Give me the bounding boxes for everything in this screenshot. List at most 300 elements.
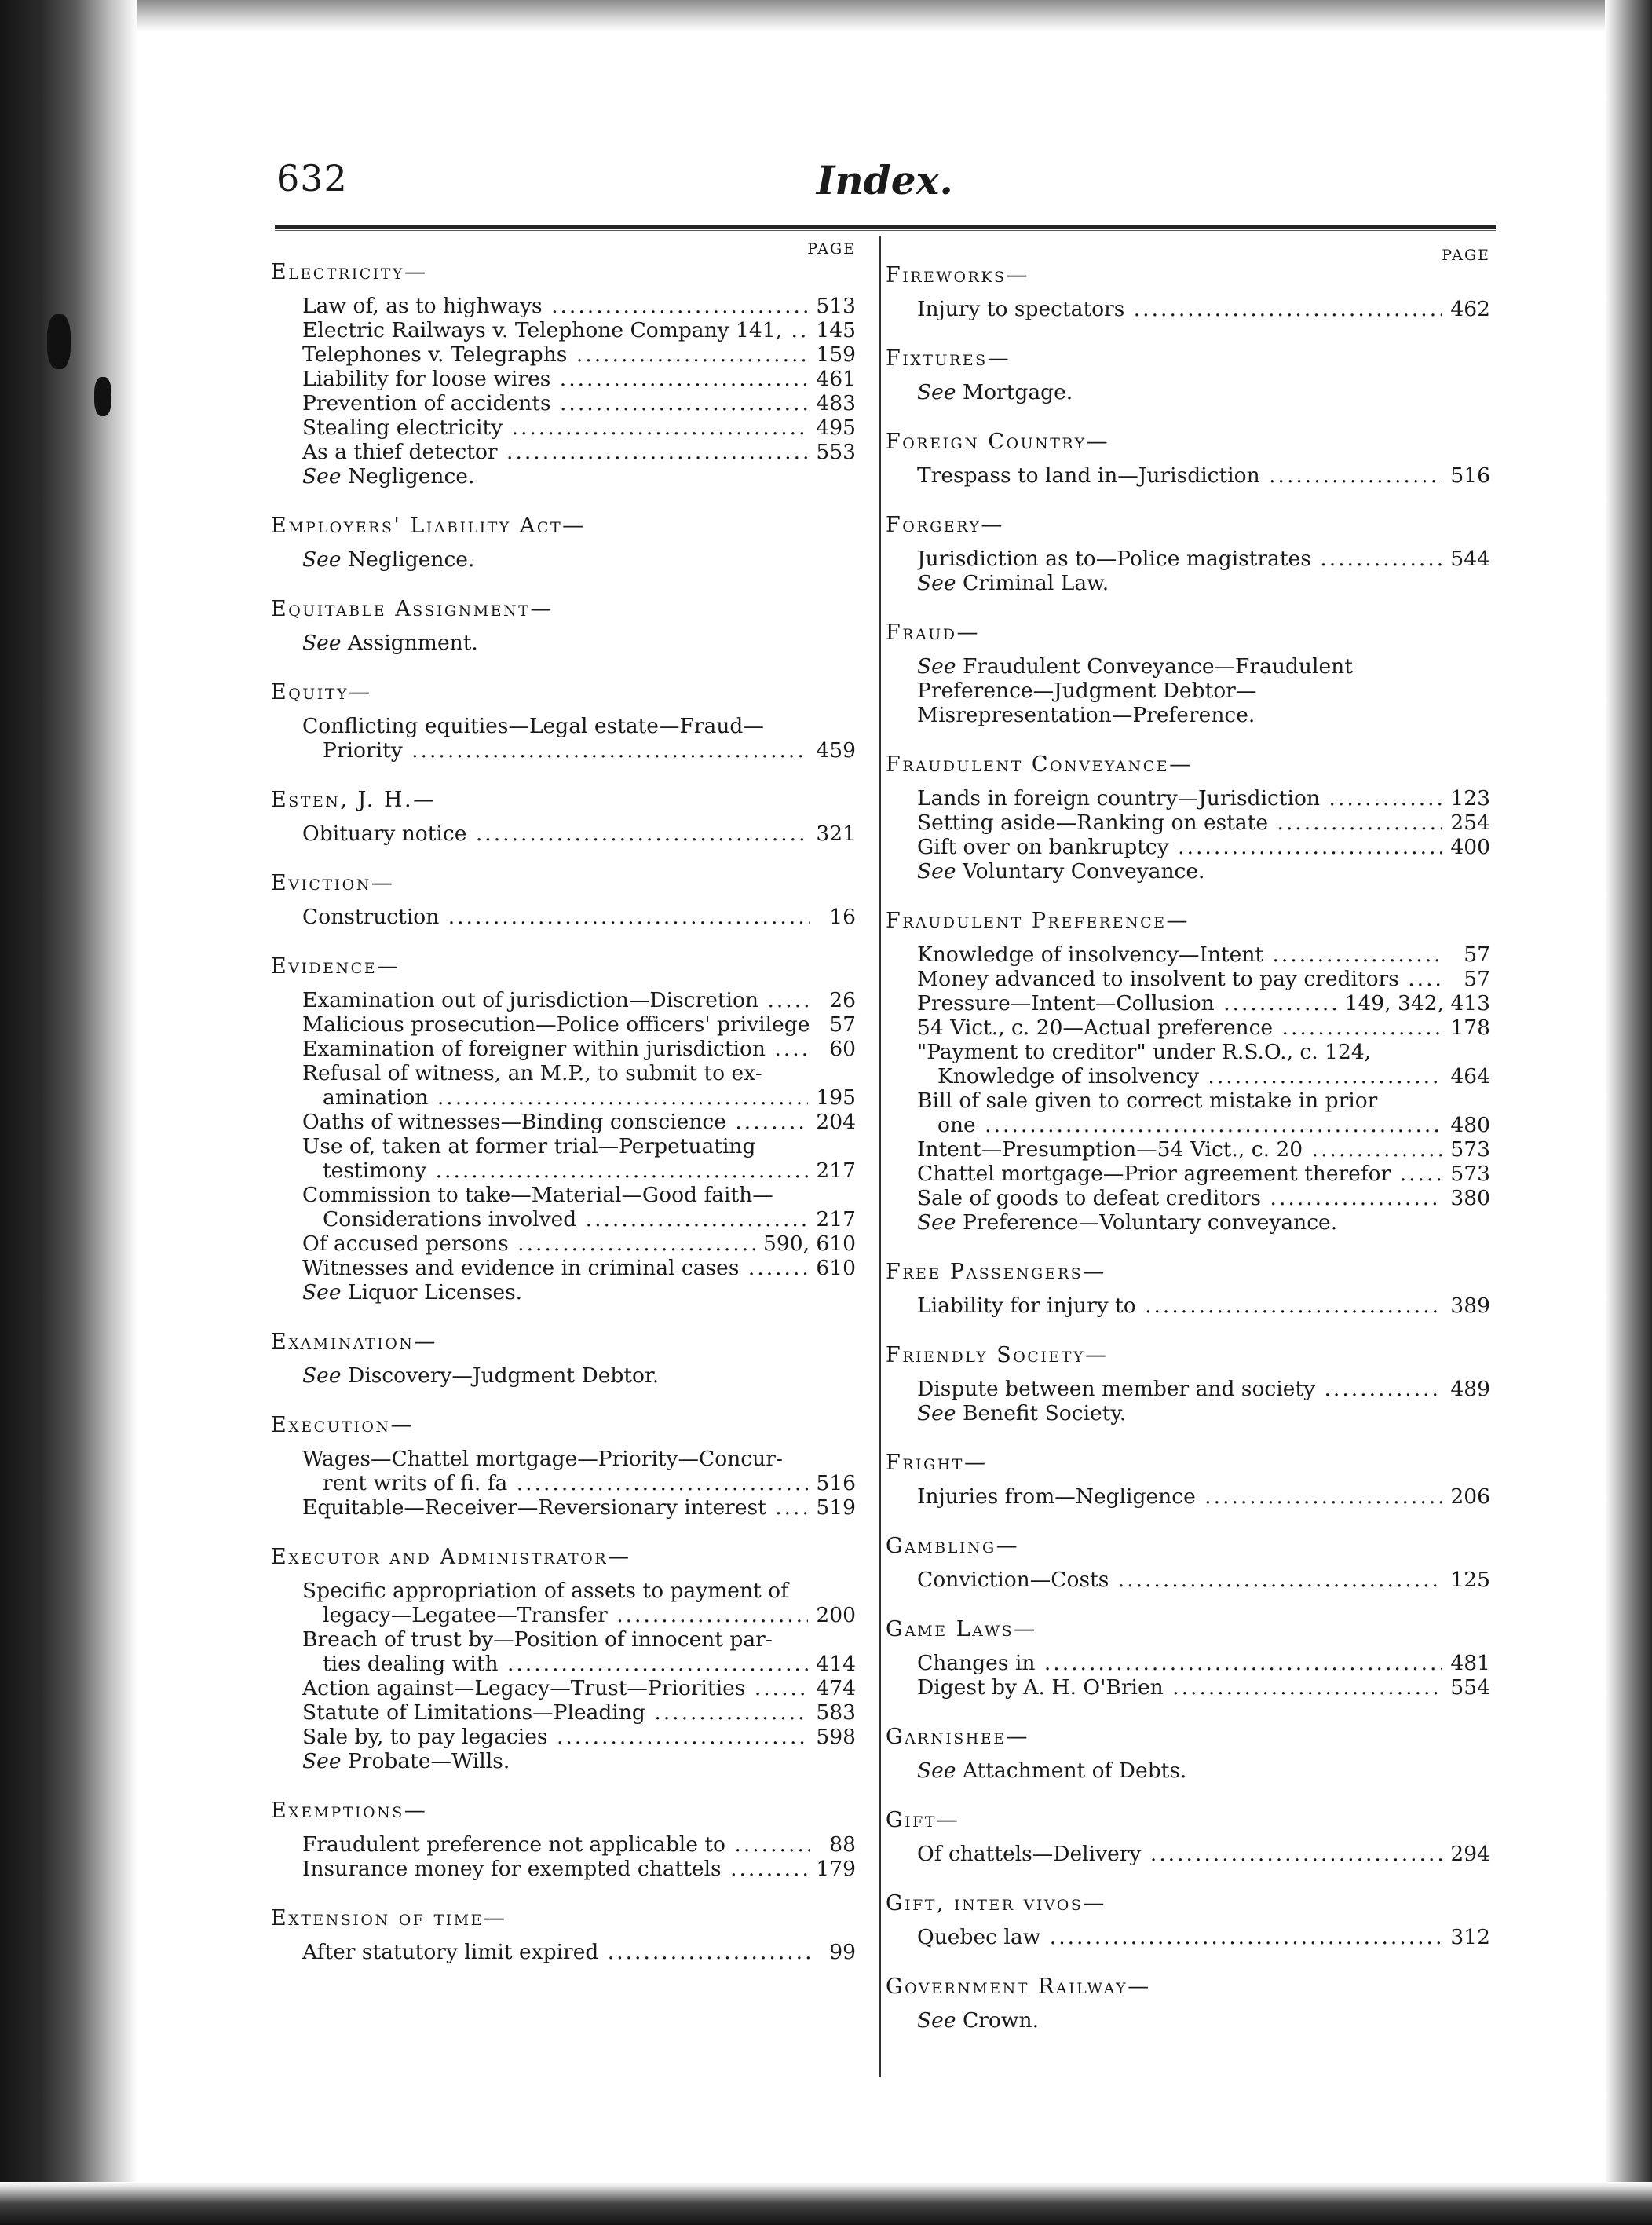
entry-text: Injuries from—Negligence ..... bbox=[917, 1484, 1442, 1509]
index-entry bbox=[917, 1925, 1490, 1949]
see-reference bbox=[917, 380, 1490, 404]
scan-shadow-right bbox=[1605, 0, 1652, 2225]
index-entry bbox=[917, 1064, 1490, 1089]
entry-text-continued: rent writs of fi. fa ..... bbox=[302, 1471, 808, 1495]
entry-page: 553 bbox=[816, 440, 856, 464]
index-section bbox=[271, 596, 856, 655]
entry-page: 414 bbox=[816, 1652, 856, 1676]
see-target: Fraudulent Conveyance—Fraudulent Preference—Judgment Debtor—Misrepresentation—Preference. bbox=[917, 654, 1353, 727]
index-section bbox=[886, 1807, 1490, 1866]
entry-text: Witnesses and evidence in criminal cases ..... bbox=[302, 1256, 808, 1280]
index-entry bbox=[917, 297, 1490, 321]
index-entry bbox=[917, 1484, 1490, 1509]
section-entries bbox=[886, 380, 1490, 404]
see-word: See bbox=[917, 1210, 956, 1235]
entry-text-line: Use of, taken at former trial—Perpetuating bbox=[302, 1134, 756, 1158]
index-section bbox=[271, 1412, 856, 1520]
index-entry bbox=[917, 547, 1490, 571]
section-heading: Gambling— bbox=[886, 1534, 1020, 1558]
index-section bbox=[271, 1905, 856, 1964]
entry-page: 204 bbox=[816, 1110, 856, 1134]
see-target: Negligence. bbox=[347, 464, 475, 489]
section-heading: Fraudulent Preference— bbox=[886, 909, 1190, 933]
section-heading: Gift— bbox=[886, 1808, 960, 1832]
entry-text: Insurance money for exempted chattels ..... bbox=[302, 1857, 808, 1881]
entry-text: Injury to spectators ..... bbox=[917, 297, 1442, 321]
section-heading: Execution— bbox=[271, 1413, 415, 1437]
section-heading: Esten, J. H.— bbox=[271, 788, 437, 812]
index-section bbox=[271, 870, 856, 929]
entry-text: 54 Vict., c. 20—Actual preference ..... bbox=[917, 1016, 1442, 1040]
section-entries bbox=[886, 1651, 1490, 1700]
index-entry bbox=[302, 1603, 856, 1627]
see-reference bbox=[917, 2008, 1490, 2033]
entry-text: Money advanced to insolvent to pay creditors ..... bbox=[917, 967, 1445, 991]
section-entries bbox=[271, 1447, 856, 1520]
section-entries bbox=[271, 1940, 856, 1964]
entry-text-line: Breach of trust by—Position of innocent par- bbox=[302, 1627, 773, 1652]
entry-text-continued: amination ..... bbox=[302, 1085, 808, 1110]
section-heading: Fright— bbox=[886, 1451, 988, 1475]
entry-page: 400 bbox=[1450, 835, 1490, 859]
index-entry bbox=[917, 835, 1490, 859]
page-column-label: PAGE bbox=[1442, 247, 1490, 264]
index-entry bbox=[917, 1568, 1490, 1592]
index-entry bbox=[917, 1651, 1490, 1675]
header-rule bbox=[275, 225, 1496, 229]
section-heading: Executor and Administrator— bbox=[271, 1545, 631, 1569]
entry-text: Equitable—Receiver—Reversionary interest ..... bbox=[302, 1495, 808, 1520]
index-section bbox=[886, 1533, 1490, 1592]
section-entries bbox=[886, 1758, 1490, 1783]
entry-text-continued: one ..... bbox=[917, 1113, 1442, 1137]
entry-page: 195 bbox=[816, 1085, 856, 1110]
entry-text: Gift over on bankruptcy ..... bbox=[917, 835, 1442, 859]
entry-text-continued: Knowledge of insolvency ..... bbox=[917, 1064, 1442, 1089]
index-entry bbox=[917, 1113, 1490, 1137]
section-entries bbox=[886, 654, 1490, 727]
index-entry bbox=[302, 1940, 856, 1964]
entry-text: Examination of foreigner within jurisdiction ..... bbox=[302, 1037, 810, 1061]
index-entry bbox=[917, 463, 1490, 488]
index-entry bbox=[302, 342, 856, 367]
entry-page: 123 bbox=[1450, 786, 1490, 811]
section-entries bbox=[271, 294, 856, 489]
index-section bbox=[271, 679, 856, 763]
entry-text: Quebec law ..... bbox=[917, 1925, 1442, 1949]
section-heading: Fraud— bbox=[886, 620, 981, 645]
entry-page: 178 bbox=[1450, 1016, 1490, 1040]
see-target: Assignment. bbox=[347, 631, 478, 655]
scan-shadow-bottom bbox=[0, 2182, 1652, 2225]
entry-page: 321 bbox=[816, 822, 856, 846]
entry-page: 513 bbox=[816, 294, 856, 318]
entry-page: 483 bbox=[816, 391, 856, 415]
section-heading: Garnishee— bbox=[886, 1725, 1030, 1749]
index-section bbox=[886, 752, 1490, 884]
index-entry bbox=[917, 1377, 1490, 1401]
section-entries bbox=[886, 1484, 1490, 1509]
entry-page: 519 bbox=[816, 1495, 856, 1520]
entry-page: 462 bbox=[1450, 297, 1490, 321]
section-entries bbox=[271, 1579, 856, 1773]
index-section bbox=[886, 620, 1490, 727]
index-entry bbox=[302, 1012, 856, 1037]
see-target: Liquor Licenses. bbox=[347, 1280, 523, 1305]
entry-page: 57 bbox=[829, 1012, 856, 1037]
index-section bbox=[886, 1974, 1490, 2033]
section-heading: Electricity— bbox=[271, 260, 428, 284]
section-entries bbox=[886, 1925, 1490, 1949]
see-reference bbox=[917, 1758, 1490, 1783]
section-heading: Exemptions— bbox=[271, 1799, 428, 1823]
see-word: See bbox=[917, 859, 956, 884]
entry-page: 200 bbox=[816, 1603, 856, 1627]
section-entries bbox=[271, 822, 856, 846]
index-section bbox=[886, 346, 1490, 404]
section-heading: Foreign Country— bbox=[886, 430, 1110, 454]
section-entries bbox=[271, 631, 856, 655]
section-entries bbox=[271, 547, 856, 572]
index-entry bbox=[917, 1675, 1490, 1700]
see-target: Discovery—Judgment Debtor. bbox=[347, 1363, 660, 1388]
entry-text: Setting aside—Ranking on estate ..... bbox=[917, 811, 1442, 835]
see-reference bbox=[302, 547, 856, 572]
index-column-left bbox=[271, 236, 856, 1964]
index-entry bbox=[302, 988, 856, 1012]
entry-text: Law of, as to highways ..... bbox=[302, 294, 808, 318]
see-word: See bbox=[302, 1280, 342, 1305]
index-entry bbox=[917, 1294, 1490, 1318]
index-entry bbox=[302, 440, 856, 464]
entry-text: Sale by, to pay legacies ..... bbox=[302, 1725, 808, 1749]
entry-page: 474 bbox=[816, 1676, 856, 1700]
section-entries bbox=[271, 1832, 856, 1881]
section-entries bbox=[271, 905, 856, 929]
entry-text: Knowledge of insolvency—Intent ..... bbox=[917, 942, 1445, 967]
index-entry bbox=[302, 1471, 856, 1495]
section-heading: Friendly Society— bbox=[886, 1343, 1109, 1367]
see-target: Criminal Law. bbox=[962, 571, 1109, 595]
entry-text-line: Specific appropriation of assets to payment of bbox=[302, 1579, 788, 1603]
index-section bbox=[271, 513, 856, 572]
entry-text: Sale of goods to defeat creditors ..... bbox=[917, 1186, 1442, 1210]
index-section bbox=[271, 1798, 856, 1881]
index-section bbox=[886, 1342, 1490, 1425]
entry-page: 99 bbox=[829, 1940, 856, 1964]
index-entry bbox=[302, 1207, 856, 1231]
entry-page: 573 bbox=[1450, 1162, 1490, 1186]
see-reference bbox=[302, 464, 856, 489]
see-reference bbox=[302, 1363, 856, 1388]
entry-text: Malicious prosecution—Police officers' privilege ..... bbox=[302, 1012, 810, 1037]
see-reference bbox=[302, 1749, 856, 1773]
entry-page: 610 bbox=[816, 1256, 856, 1280]
index-section bbox=[886, 1890, 1490, 1949]
see-word: See bbox=[917, 1758, 956, 1783]
index-section bbox=[886, 512, 1490, 595]
section-heading: Equity— bbox=[271, 680, 372, 704]
section-heading: Fraudulent Conveyance— bbox=[886, 752, 1193, 777]
index-entry bbox=[302, 367, 856, 391]
entry-page: 145 bbox=[816, 318, 856, 342]
section-heading: Extension of time— bbox=[271, 1906, 507, 1930]
see-target: Mortgage. bbox=[962, 380, 1073, 404]
section-entries bbox=[886, 942, 1490, 1235]
index-entry bbox=[917, 991, 1490, 1016]
see-reference bbox=[302, 1280, 856, 1305]
entry-page: 464 bbox=[1450, 1064, 1490, 1089]
index-section bbox=[886, 1724, 1490, 1783]
see-word: See bbox=[302, 1363, 342, 1388]
see-target: Voluntary Conveyance. bbox=[962, 859, 1205, 884]
entry-text: Changes in ..... bbox=[917, 1651, 1442, 1675]
entry-text: Chattel mortgage—Prior agreement therefor ..... bbox=[917, 1162, 1442, 1186]
entry-page: 389 bbox=[1450, 1294, 1490, 1318]
index-entry bbox=[302, 1110, 856, 1134]
entry-page: 481 bbox=[1450, 1651, 1490, 1675]
entry-text-line: Commission to take—Material—Good faith— bbox=[302, 1183, 773, 1207]
entry-text-line: "Payment to creditor" under R.S.O., c. 124, bbox=[917, 1040, 1372, 1064]
entry-page: 573 bbox=[1450, 1137, 1490, 1162]
entry-text-continued: legacy—Legatee—Transfer ..... bbox=[302, 1603, 808, 1627]
entry-page: 57 bbox=[1464, 942, 1490, 967]
header-rule-thin bbox=[275, 230, 1496, 231]
entry-page: 590, 610 bbox=[762, 1231, 856, 1256]
binding-hole bbox=[94, 377, 111, 416]
see-target: Attachment of Debts. bbox=[962, 1758, 1187, 1783]
entry-page: 149, 342, 413 bbox=[1344, 991, 1490, 1016]
see-reference bbox=[917, 1210, 1490, 1235]
section-entries bbox=[886, 463, 1490, 488]
entry-text: Intent—Presumption—54 Vict., c. 20 ..... bbox=[917, 1137, 1442, 1162]
index-entry bbox=[302, 1158, 856, 1183]
entry-page: 60 bbox=[829, 1037, 856, 1061]
entry-page: 88 bbox=[829, 1832, 856, 1857]
entry-text: Jurisdiction as to—Police magistrates ..... bbox=[917, 547, 1442, 571]
see-word: See bbox=[917, 1401, 956, 1425]
section-entries bbox=[271, 714, 856, 763]
entry-page: 583 bbox=[816, 1700, 856, 1725]
entry-page: 179 bbox=[816, 1857, 856, 1881]
see-reference bbox=[917, 571, 1490, 595]
entry-page: 206 bbox=[1450, 1484, 1490, 1509]
section-entries bbox=[886, 547, 1490, 595]
entry-text: Construction ..... bbox=[302, 905, 810, 929]
index-entry bbox=[302, 905, 856, 929]
entry-page: 16 bbox=[829, 905, 856, 929]
see-target: Preference—Voluntary conveyance. bbox=[962, 1210, 1338, 1235]
see-reference-block bbox=[917, 654, 1427, 727]
entry-page: 217 bbox=[816, 1158, 856, 1183]
entry-text: Obituary notice ..... bbox=[302, 822, 808, 846]
see-target: Negligence. bbox=[347, 547, 475, 572]
section-heading: Gift, inter vivos— bbox=[886, 1891, 1106, 1916]
entry-page: 461 bbox=[816, 367, 856, 391]
entry-page: 159 bbox=[816, 342, 856, 367]
entry-text-line: Bill of sale given to correct mistake in prior bbox=[917, 1089, 1378, 1113]
see-word: See bbox=[917, 571, 956, 595]
section-heading: Forgery— bbox=[886, 513, 1004, 537]
entry-text: Of accused persons ..... bbox=[302, 1231, 755, 1256]
page-column-label: PAGE bbox=[807, 240, 856, 258]
entry-text-continued: Priority ..... bbox=[302, 738, 808, 763]
entry-text-continued: testimony ..... bbox=[302, 1158, 808, 1183]
entry-page: 217 bbox=[816, 1207, 856, 1231]
index-entry bbox=[302, 822, 856, 846]
entry-page: 57 bbox=[1464, 967, 1490, 991]
section-heading: Government Railway— bbox=[886, 1974, 1151, 1999]
index-entry bbox=[302, 1700, 856, 1725]
see-reference bbox=[917, 859, 1490, 884]
entry-page: 554 bbox=[1450, 1675, 1490, 1700]
entry-text: Prevention of accidents ..... bbox=[302, 391, 808, 415]
index-entry bbox=[302, 1037, 856, 1061]
entry-text: Fraudulent preference not applicable to ..... bbox=[302, 1832, 810, 1857]
entry-page: 480 bbox=[1450, 1113, 1490, 1137]
entry-text: After statutory limit expired ..... bbox=[302, 1940, 810, 1964]
index-section bbox=[271, 1544, 856, 1773]
entry-text: Telephones v. Telegraphs ..... bbox=[302, 342, 808, 367]
see-word: See bbox=[917, 654, 956, 679]
page-number: 632 bbox=[276, 157, 348, 199]
entry-text: Conviction—Costs ..... bbox=[917, 1568, 1442, 1592]
entry-text: Trespass to land in—Jurisdiction ..... bbox=[917, 463, 1442, 488]
index-section bbox=[886, 1259, 1490, 1318]
section-heading: Free Passengers— bbox=[886, 1260, 1106, 1284]
section-entries bbox=[271, 1363, 856, 1388]
index-entry bbox=[917, 1162, 1490, 1186]
section-heading: Evidence— bbox=[271, 954, 400, 979]
entry-text: Statute of Limitations—Pleading ..... bbox=[302, 1700, 808, 1725]
running-title: Index. bbox=[817, 157, 953, 203]
index-entry bbox=[917, 1186, 1490, 1210]
entry-page: 489 bbox=[1450, 1377, 1490, 1401]
index-section bbox=[886, 429, 1490, 488]
section-heading: Game Laws— bbox=[886, 1617, 1037, 1641]
entry-page: 544 bbox=[1450, 547, 1490, 571]
index-entry bbox=[302, 391, 856, 415]
entry-page: 459 bbox=[816, 738, 856, 763]
entry-page: 26 bbox=[829, 988, 856, 1012]
see-word: See bbox=[302, 1749, 342, 1773]
index-entry bbox=[917, 942, 1490, 967]
index-entry bbox=[917, 811, 1490, 835]
index-entry bbox=[302, 1676, 856, 1700]
index-section bbox=[271, 787, 856, 846]
entry-page: 495 bbox=[816, 415, 856, 440]
section-heading: Eviction— bbox=[271, 871, 395, 895]
index-entry bbox=[917, 1016, 1490, 1040]
see-reference bbox=[917, 1401, 1490, 1425]
see-word: See bbox=[302, 631, 342, 655]
index-entry bbox=[302, 294, 856, 318]
entry-text: Digest by A. H. O'Brien ..... bbox=[917, 1675, 1442, 1700]
index-column-right bbox=[886, 236, 1490, 2033]
entry-page: 598 bbox=[816, 1725, 856, 1749]
see-target: Crown. bbox=[962, 2008, 1040, 2033]
index-entry bbox=[302, 1256, 856, 1280]
binding-hole bbox=[47, 314, 71, 369]
scan-shadow-top bbox=[137, 0, 1652, 31]
index-entry bbox=[302, 1495, 856, 1520]
see-reference bbox=[302, 631, 856, 655]
entry-page: 312 bbox=[1450, 1925, 1490, 1949]
index-entry bbox=[302, 1085, 856, 1110]
index-entry bbox=[302, 1231, 856, 1256]
entry-text-line: Conflicting equities—Legal estate—Fraud— bbox=[302, 714, 764, 738]
entry-text: Pressure—Intent—Collusion ..... bbox=[917, 991, 1337, 1016]
see-target: Benefit Society. bbox=[962, 1401, 1127, 1425]
see-word: See bbox=[917, 2008, 956, 2033]
index-entry bbox=[917, 1842, 1490, 1866]
index-entry bbox=[302, 1857, 856, 1881]
see-word: See bbox=[302, 464, 342, 489]
entry-page: 516 bbox=[1450, 463, 1490, 488]
entry-page: 380 bbox=[1450, 1186, 1490, 1210]
entry-text: Action against—Legacy—Trust—Priorities ..... bbox=[302, 1676, 808, 1700]
index-section bbox=[886, 1616, 1490, 1700]
entry-text-continued: Considerations involved ..... bbox=[302, 1207, 808, 1231]
column-divider bbox=[879, 236, 881, 2077]
see-word: See bbox=[917, 380, 956, 404]
index-entry bbox=[917, 967, 1490, 991]
index-entry bbox=[302, 318, 856, 342]
see-target: Probate—Wills. bbox=[347, 1749, 510, 1773]
index-section bbox=[271, 259, 856, 489]
section-entries bbox=[271, 988, 856, 1305]
section-entries bbox=[886, 297, 1490, 321]
see-word: See bbox=[302, 547, 342, 572]
section-heading: Equitable Assignment— bbox=[271, 597, 554, 621]
section-entries bbox=[886, 2008, 1490, 2033]
index-entry bbox=[302, 1652, 856, 1676]
section-heading: Examination— bbox=[271, 1330, 437, 1354]
index-section bbox=[886, 1450, 1490, 1509]
index-section bbox=[886, 262, 1490, 321]
entry-text: Examination out of jurisdiction—Discretion ..... bbox=[302, 988, 810, 1012]
index-entry bbox=[302, 738, 856, 763]
section-heading: Fireworks— bbox=[886, 263, 1030, 287]
entry-text: Of chattels—Delivery ..... bbox=[917, 1842, 1442, 1866]
index-section bbox=[271, 953, 856, 1305]
index-entry bbox=[302, 1725, 856, 1749]
entry-text: Dispute between member and society ..... bbox=[917, 1377, 1442, 1401]
entry-text-line: Wages—Chattel mortgage—Priority—Concur- bbox=[302, 1447, 783, 1471]
index-entry bbox=[302, 1832, 856, 1857]
index-section bbox=[886, 908, 1490, 1235]
section-heading: Employers' Liability Act— bbox=[271, 514, 586, 538]
section-entries bbox=[886, 1377, 1490, 1425]
entry-text: As a thief detector ..... bbox=[302, 440, 808, 464]
section-entries bbox=[886, 1294, 1490, 1318]
entry-text-continued: ties dealing with ..... bbox=[302, 1652, 808, 1676]
entry-text: Electric Railways v. Telephone Company 141, ..... bbox=[302, 318, 808, 342]
entry-text: Liability for injury to ..... bbox=[917, 1294, 1442, 1318]
entry-text: Liability for loose wires ..... bbox=[302, 367, 808, 391]
entry-text: Stealing electricity ..... bbox=[302, 415, 808, 440]
section-entries bbox=[886, 1842, 1490, 1866]
section-entries bbox=[886, 1568, 1490, 1592]
entry-text: Lands in foreign country—Jurisdiction ..... bbox=[917, 786, 1442, 811]
index-entry bbox=[917, 1137, 1490, 1162]
index-entry bbox=[302, 415, 856, 440]
index-entry bbox=[917, 786, 1490, 811]
entry-page: 254 bbox=[1450, 811, 1490, 835]
index-section bbox=[271, 1329, 856, 1388]
entry-text: Oaths of witnesses—Binding conscience ..... bbox=[302, 1110, 808, 1134]
section-heading: Fixtures— bbox=[886, 346, 1011, 371]
